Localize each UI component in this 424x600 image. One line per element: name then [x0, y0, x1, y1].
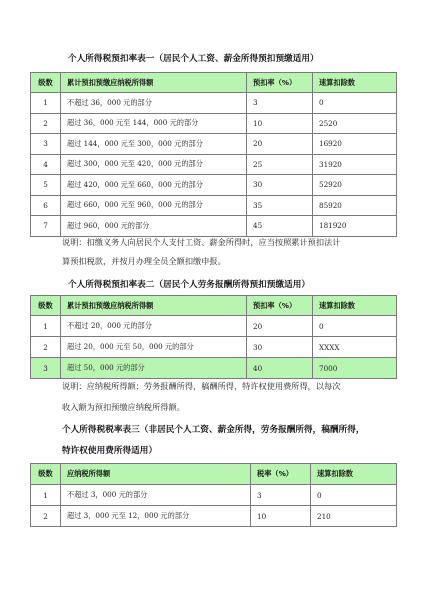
table1-cell-rate: 3 — [247, 93, 313, 114]
table2-note-line1: 说明：应纳税所得额：劳务报酬所得，稿酬所得，特许权使用费所得，以每次 — [62, 381, 341, 391]
table1-cell-level: 1 — [31, 93, 61, 114]
table-row — [31, 358, 397, 379]
table2-header-deduction: 速算扣除数 — [313, 296, 397, 316]
table2-note-line2: 收入额为预扣预缴应纳税所得额。 — [62, 402, 185, 412]
table1-cell-level: 3 — [31, 134, 61, 155]
table1-cell-income: 超过 660，000 元至 960，000 元的部分 — [61, 195, 247, 216]
table3-cell-deduction: 0 — [311, 485, 397, 506]
table2-header-rate: 预扣率（%） — [247, 296, 313, 316]
table2-cell-level: 1 — [31, 316, 61, 337]
table-row — [31, 485, 397, 506]
table1 — [30, 72, 397, 237]
table1-cell-rate: 10 — [247, 113, 313, 134]
table-row — [31, 134, 397, 155]
table2-cell-deduction: 7000 — [313, 358, 397, 379]
table1-header-rate: 预扣率（%） — [247, 73, 313, 93]
table1-cell-income: 超过 300，000 元至 420，000 元的部分 — [61, 154, 247, 175]
table1-cell-deduction: 31920 — [313, 154, 397, 175]
table3 — [30, 463, 397, 527]
table1-cell-deduction: 16920 — [313, 134, 397, 155]
table3-header-row — [31, 464, 397, 485]
table3-header-rate: 税率（%） — [251, 464, 311, 485]
table3-title-line2: 特许权使用费所得适用） — [62, 446, 158, 456]
table3-cell-income: 超过 3，000 元至 12，000 元的部分 — [61, 506, 251, 527]
table1-cell-income: 超过 960，000 元的部分 — [61, 216, 247, 237]
table-row — [31, 154, 397, 175]
table3-header-deduction: 速算扣除数 — [311, 464, 397, 485]
table1-header-row — [31, 73, 397, 93]
table1-cell-level: 2 — [31, 113, 61, 134]
table-row — [31, 316, 397, 337]
table-row — [31, 506, 397, 527]
table2-cell-deduction: XXXX — [313, 337, 397, 358]
table1-cell-income: 超过 420，000 元至 660，000 元的部分 — [61, 175, 247, 196]
table2-cell-income: 超过 20，000 元至 50，000 元的部分 — [61, 337, 247, 358]
table1-cell-deduction: 0 — [313, 93, 397, 114]
table1-cell-deduction: 85920 — [313, 195, 397, 216]
table-row — [31, 175, 397, 196]
table3-cell-income: 不超过 3，000 元的部分 — [61, 485, 251, 506]
table2-cell-income: 不超过 20，000 元的部分 — [61, 316, 247, 337]
table3-cell-level: 1 — [31, 485, 61, 506]
table1-cell-income: 不超过 36，000 元的部分 — [61, 93, 247, 114]
table2-cell-level: 2 — [31, 337, 61, 358]
table1-cell-income: 超过 144，000 元至 300，000 元的部分 — [61, 134, 247, 155]
table-row — [31, 93, 397, 114]
table2-title: 个人所得税预扣率表二（居民个人劳务报酬所得预扣预缴适用） — [68, 280, 311, 290]
table3-cell-deduction: 210 — [311, 506, 397, 527]
table3-title-line1: 个人所得税税率表三（非居民个人工资、薪金所得，劳务报酬所得，稿酬所得， — [62, 425, 365, 435]
table2-cell-deduction: 0 — [313, 316, 397, 337]
table1-cell-rate: 35 — [247, 195, 313, 216]
table2-cell-rate: 20 — [247, 316, 313, 337]
table2-cell-rate: 40 — [247, 358, 313, 379]
table2-header-level: 级数 — [31, 296, 61, 316]
table1-cell-deduction: 2520 — [313, 113, 397, 134]
table3-header-income: 应纳税所得额 — [61, 464, 251, 485]
table1-cell-income: 超过 36，000 元至 144，000 元的部分 — [61, 113, 247, 134]
table3-cell-level: 2 — [31, 506, 61, 527]
table1-note-line1: 说明：扣缴义务人向居民个人支付工资、薪金所得时，应当按照累计预扣法计 — [62, 237, 341, 247]
table1-cell-level: 7 — [31, 216, 61, 237]
table1-cell-deduction: 181920 — [313, 216, 397, 237]
table2-cell-income: 超过 50，000 元的部分 — [61, 358, 247, 379]
table2-cell-rate: 30 — [247, 337, 313, 358]
table1-header-deduction: 速算扣除数 — [313, 73, 397, 93]
table1-cell-level: 4 — [31, 154, 61, 175]
table3-cell-rate: 10 — [251, 506, 311, 527]
table1-cell-level: 6 — [31, 195, 61, 216]
table2 — [30, 295, 397, 379]
table2-header-income: 累计预扣预缴应纳税所得额 — [61, 296, 247, 316]
table2-header-row — [31, 296, 397, 316]
table1-title: 个人所得税预扣率表一（居民个人工资、薪金所得预扣预缴适用） — [68, 54, 319, 64]
table1-header-income: 累计预扣预缴应纳税所得额 — [61, 73, 247, 93]
table-row — [31, 113, 397, 134]
table-row — [31, 195, 397, 216]
table1-cell-rate: 45 — [247, 216, 313, 237]
table3-cell-rate: 3 — [251, 485, 311, 506]
table-row — [31, 216, 397, 237]
table1-header-level: 级数 — [31, 73, 61, 93]
table1-cell-deduction: 52920 — [313, 175, 397, 196]
table-row — [31, 337, 397, 358]
table1-cell-rate: 30 — [247, 175, 313, 196]
table2-cell-level: 3 — [31, 358, 61, 379]
table3-header-level: 级数 — [31, 464, 61, 485]
table1-cell-rate: 25 — [247, 154, 313, 175]
table1-note-line2: 算预扣税款，并按月办理全员全额扣缴申报。 — [62, 256, 226, 266]
table1-cell-level: 5 — [31, 175, 61, 196]
table1-cell-rate: 20 — [247, 134, 313, 155]
